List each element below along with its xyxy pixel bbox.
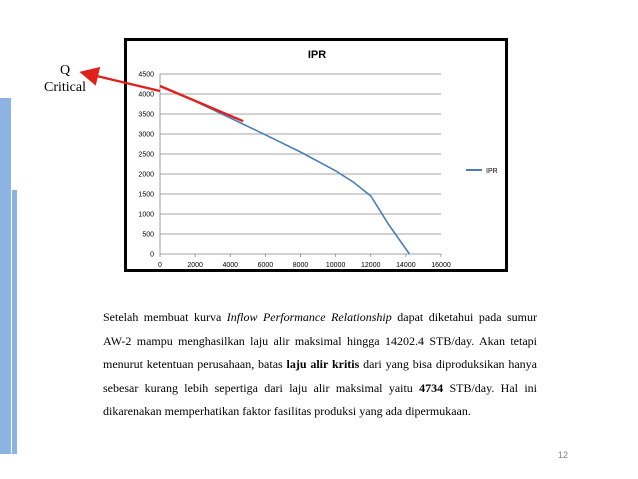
y-tick-label: 1500 bbox=[138, 191, 154, 199]
x-tick-label: 6000 bbox=[257, 262, 274, 269]
critical-rate-line bbox=[160, 86, 243, 121]
paragraph-text-3: dari yang bisa diproduksikan hanya sebesar kurang lebih sepertiga dari laju alir maksimal yaitu bbox=[103, 357, 537, 395]
y-tick-label: 3500 bbox=[138, 111, 154, 119]
x-tick-label: 4000 bbox=[222, 262, 239, 269]
paragraph-italic-ipr: Inflow Performance Relationship bbox=[226, 310, 392, 324]
q-critical-line1: Q bbox=[59, 63, 71, 78]
y-tick-label: 1000 bbox=[138, 211, 154, 219]
y-tick-label: 2000 bbox=[138, 171, 154, 179]
page-number: 12 bbox=[557, 450, 568, 460]
description-paragraph bbox=[103, 306, 537, 424]
y-tick-label: 3000 bbox=[138, 131, 154, 139]
chart-legend bbox=[466, 168, 498, 175]
q-critical-label bbox=[38, 62, 92, 96]
y-tick-label: 2500 bbox=[138, 151, 154, 159]
paragraph-bold-critical: laju alir kritis bbox=[286, 357, 360, 371]
y-tick-label: 4500 bbox=[138, 71, 154, 79]
paragraph-bold-value: 4734 bbox=[419, 380, 444, 395]
y-tick-label: 500 bbox=[142, 231, 154, 239]
x-tick-label: 0 bbox=[158, 262, 162, 269]
x-tick-label: 10000 bbox=[325, 262, 346, 269]
x-tick-label: 8000 bbox=[292, 262, 309, 269]
paragraph-text-1: Setelah membuat kurva bbox=[103, 310, 227, 324]
q-critical-line2: Critical bbox=[44, 80, 86, 95]
x-tick-label: 2000 bbox=[187, 262, 203, 269]
y-tick-label: 4000 bbox=[138, 91, 154, 99]
y-tick-label: 0 bbox=[150, 251, 154, 259]
ipr-series-line bbox=[160, 86, 409, 254]
paragraph-text-2: dapat diketahui pada sumur AW-2 mampu menghasilkan laju alir maksimal hingga 14202.4 STB/day. Akan tetapi menurut ketentuan perusahaan, batas bbox=[103, 310, 538, 371]
legend-label: IPR bbox=[486, 168, 498, 175]
paragraph-text-4: STB/day. Hal ini dikarenakan memperhatikan faktor fasilitas produksi yang ada dipermukaan. bbox=[103, 380, 537, 418]
x-tick-label: 14000 bbox=[396, 262, 416, 269]
x-tick-label: 12000 bbox=[361, 262, 381, 269]
x-tick-label: 16000 bbox=[431, 262, 451, 269]
chart-title: IPR bbox=[307, 49, 327, 61]
